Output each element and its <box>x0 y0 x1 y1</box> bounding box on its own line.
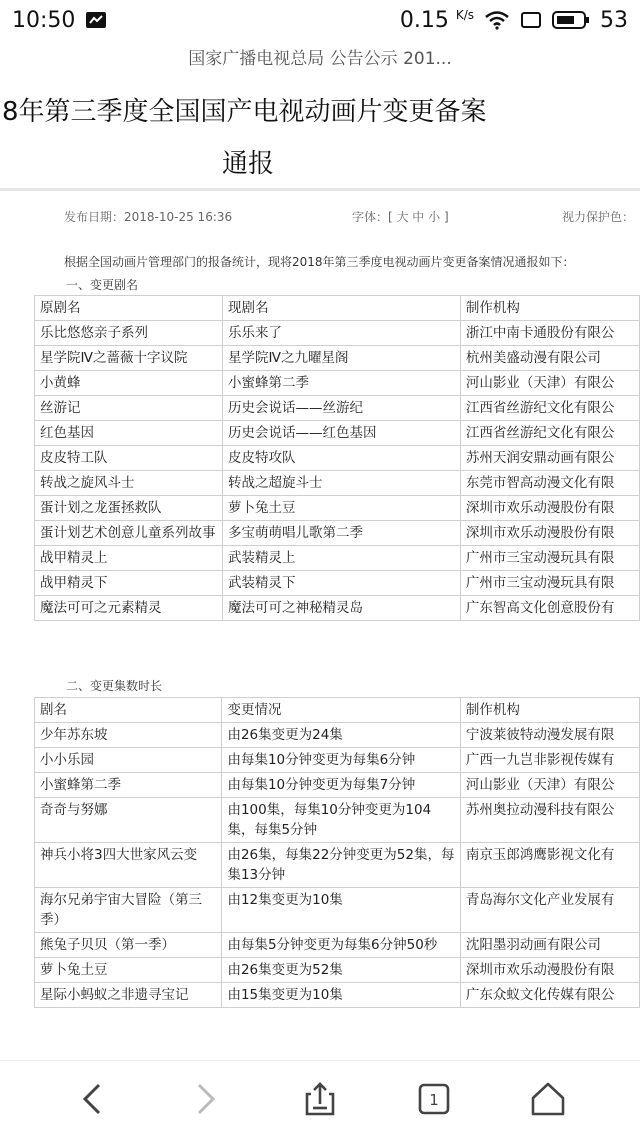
table-cell: 乐乐来了 <box>223 321 461 346</box>
table-cell: 红色基因 <box>35 421 223 446</box>
intro-text: 根据全国动画片管理部门的报备统计，现将2018年第三季度电视动画片变更备案情况通报如下： <box>64 255 575 269</box>
section2-heading: 二、变更集数时长 <box>66 679 163 693</box>
table-row <box>35 798 640 843</box>
table-cell: 小蜜蜂第二季 <box>35 773 222 798</box>
table-cell: 历史会说话——红色基因 <box>223 421 461 446</box>
table-cell: 战甲精灵上 <box>35 546 223 571</box>
table-cell: 南京玉郎鸿鹰影视文化有 <box>460 843 639 888</box>
table-row <box>35 773 640 798</box>
table-row <box>35 396 640 421</box>
table-cell: 江西省丝游纪文化有限公 <box>460 421 639 446</box>
table-row <box>35 723 640 748</box>
publish-date: 发布日期：2018-10-25 16:36 <box>64 210 233 224</box>
table-cell: 萝卜兔土豆 <box>223 496 461 521</box>
table-cell: 沈阳墨羽动画有限公司 <box>460 933 639 958</box>
table-cell: 蛋计划之龙蛋拯救队 <box>35 496 223 521</box>
table-header-row <box>35 698 640 723</box>
table-cell: 苏州天润安鼎动画有限公 <box>460 446 639 471</box>
table-cell: 由每集5分钟变更为每集6分钟50秒 <box>222 933 460 958</box>
tabs-icon <box>417 1082 451 1116</box>
table-cell: 武装精灵上 <box>223 546 461 571</box>
share-button[interactable] <box>296 1077 344 1121</box>
table-row <box>35 983 640 1008</box>
tab-count: 1 <box>429 1091 439 1109</box>
table-row <box>35 571 640 596</box>
page-title-line2: 通报 <box>222 149 275 179</box>
table-cell: 由每集10分钟变更为每集6分钟 <box>222 748 460 773</box>
table-row <box>35 346 640 371</box>
chevron-left-icon <box>80 1082 104 1116</box>
browser-nav-bar <box>0 1060 640 1139</box>
header-cell: 原剧名 <box>35 296 223 321</box>
table-cell: 由100集，每集10分钟变更为104集，每集5分钟 <box>222 798 460 843</box>
table-cell: 萝卜兔土豆 <box>35 958 222 983</box>
table-cell: 星学院Ⅳ之九曜星阁 <box>223 346 461 371</box>
table-cell: 皮皮特攻队 <box>223 446 461 471</box>
table-cell: 小黄蜂 <box>35 371 223 396</box>
header-cell: 制作机构 <box>460 698 639 723</box>
table-row <box>35 596 640 621</box>
chevron-right-icon <box>194 1082 218 1116</box>
episode-change-table <box>34 697 640 1008</box>
eye-protection-control[interactable]: 视力保护色： <box>562 210 635 224</box>
table-cell: 深圳市欢乐动漫股份有限 <box>460 521 639 546</box>
table-cell: 由26集，每集22分钟变更为52集，每集13分钟 <box>222 843 460 888</box>
table-cell: 魔法可可之神秘精灵岛 <box>223 596 461 621</box>
table-cell: 乐比悠悠亲子系列 <box>35 321 223 346</box>
table-cell: 蛋计划艺术创意儿童系列故事 <box>35 521 223 546</box>
table-row <box>35 521 640 546</box>
table-row <box>35 321 640 346</box>
table-row <box>35 958 640 983</box>
table-row <box>35 748 640 773</box>
browser-title[interactable]: 国家广播电视总局 公告公示 201... <box>188 49 452 69</box>
table-cell: 历史会说话——丝游纪 <box>223 396 461 421</box>
table-cell: 东莞市智高动漫文化有限 <box>460 471 639 496</box>
table-cell: 河山影业（天津）有限公 <box>460 371 639 396</box>
battery-level: 53 <box>600 7 628 33</box>
table-cell: 奇奇与努娜 <box>35 798 222 843</box>
table-cell: 河山影业（天津）有限公 <box>460 773 639 798</box>
table-cell: 广州市三宝动漫玩具有限 <box>460 546 639 571</box>
table-cell: 广东众蚁文化传媒有限公 <box>460 983 639 1008</box>
table-row <box>35 471 640 496</box>
network-speed: 0.15 $^{K/s}$ <box>399 7 474 33</box>
table-row <box>35 446 640 471</box>
table-cell: 深圳市欢乐动漫股份有限 <box>460 496 639 521</box>
table-cell: 魔法可可之元素精灵 <box>35 596 223 621</box>
table-cell: 由26集变更为24集 <box>222 723 460 748</box>
table-cell: 浙江中南卡通股份有限公 <box>460 321 639 346</box>
table-cell: 小小乐园 <box>35 748 222 773</box>
table-row <box>35 843 640 888</box>
table-cell: 武装精灵下 <box>223 571 461 596</box>
home-icon <box>529 1080 567 1118</box>
forward-button[interactable] <box>182 1077 230 1121</box>
table-row <box>35 546 640 571</box>
table-row <box>35 933 640 958</box>
table-cell: 丝游记 <box>35 396 223 421</box>
table-cell: 由26集变更为52集 <box>222 958 460 983</box>
table-row <box>35 496 640 521</box>
table-cell: 广州市三宝动漫玩具有限 <box>460 571 639 596</box>
notification-icon <box>85 11 107 29</box>
header-cell: 剧名 <box>35 698 222 723</box>
table-row <box>35 421 640 446</box>
table-header-row <box>35 296 640 321</box>
home-button[interactable] <box>524 1077 572 1121</box>
table-cell: 熊兔子贝贝（第一季） <box>35 933 222 958</box>
table-row <box>35 888 640 933</box>
table-cell: 由每集10分钟变更为每集7分钟 <box>222 773 460 798</box>
table-cell: 皮皮特工队 <box>35 446 223 471</box>
table-cell: 星际小蚂蚁之非遗寻宝记 <box>35 983 222 1008</box>
table-cell: 广东智高文化创意股份有 <box>460 596 639 621</box>
back-button[interactable] <box>68 1077 116 1121</box>
divider <box>0 188 640 191</box>
battery-icon <box>552 10 590 30</box>
table-cell: 深圳市欢乐动漫股份有限 <box>460 958 639 983</box>
table-cell: 杭州美盛动漫有限公司 <box>460 346 639 371</box>
table-row <box>35 371 640 396</box>
status-bar <box>0 0 640 40</box>
table-cell: 战甲精灵下 <box>35 571 223 596</box>
table-cell: 转战之旋风斗士 <box>35 471 223 496</box>
table-cell: 小蜜蜂第二季 <box>223 371 461 396</box>
font-size-control[interactable]: 字体：[ 大 中 小 ] <box>352 210 449 224</box>
table-cell: 由15集变更为10集 <box>222 983 460 1008</box>
table-cell: 海尔兄弟宇宙大冒险（第三季） <box>35 888 222 933</box>
page-title-line1: 8年第三季度全国国产电视动画片变更备案 <box>2 97 487 127</box>
table-cell: 苏州奥拉动漫科技有限公 <box>460 798 639 843</box>
table-cell: 星学院Ⅳ之蔷薇十字议院 <box>35 346 223 371</box>
section1-heading: 一、变更剧名 <box>66 278 139 292</box>
table-cell: 少年苏东坡 <box>35 723 222 748</box>
screen-icon <box>520 11 542 29</box>
header-cell: 制作机构 <box>460 296 639 321</box>
table-cell: 神兵小将3四大世家风云变 <box>35 843 222 888</box>
table-cell: 宁波莱彼特动漫发展有限 <box>460 723 639 748</box>
table-cell: 多宝萌萌唱儿歌第二季 <box>223 521 461 546</box>
header-cell: 现剧名 <box>223 296 461 321</box>
table-cell: 青岛海尔文化产业发展有 <box>460 888 639 933</box>
table-cell: 由12集变更为10集 <box>222 888 460 933</box>
header-cell: 变更情况 <box>222 698 460 723</box>
table-cell: 江西省丝游纪文化有限公 <box>460 396 639 421</box>
wifi-icon <box>484 10 510 30</box>
clock: 10:50 <box>12 7 76 33</box>
tabs-button[interactable] <box>410 1077 458 1121</box>
share-icon <box>301 1080 339 1118</box>
table-cell: 转战之超旋斗士 <box>223 471 461 496</box>
table-cell: 广西一九岂非影视传媒有 <box>460 748 639 773</box>
rename-table <box>34 295 640 621</box>
